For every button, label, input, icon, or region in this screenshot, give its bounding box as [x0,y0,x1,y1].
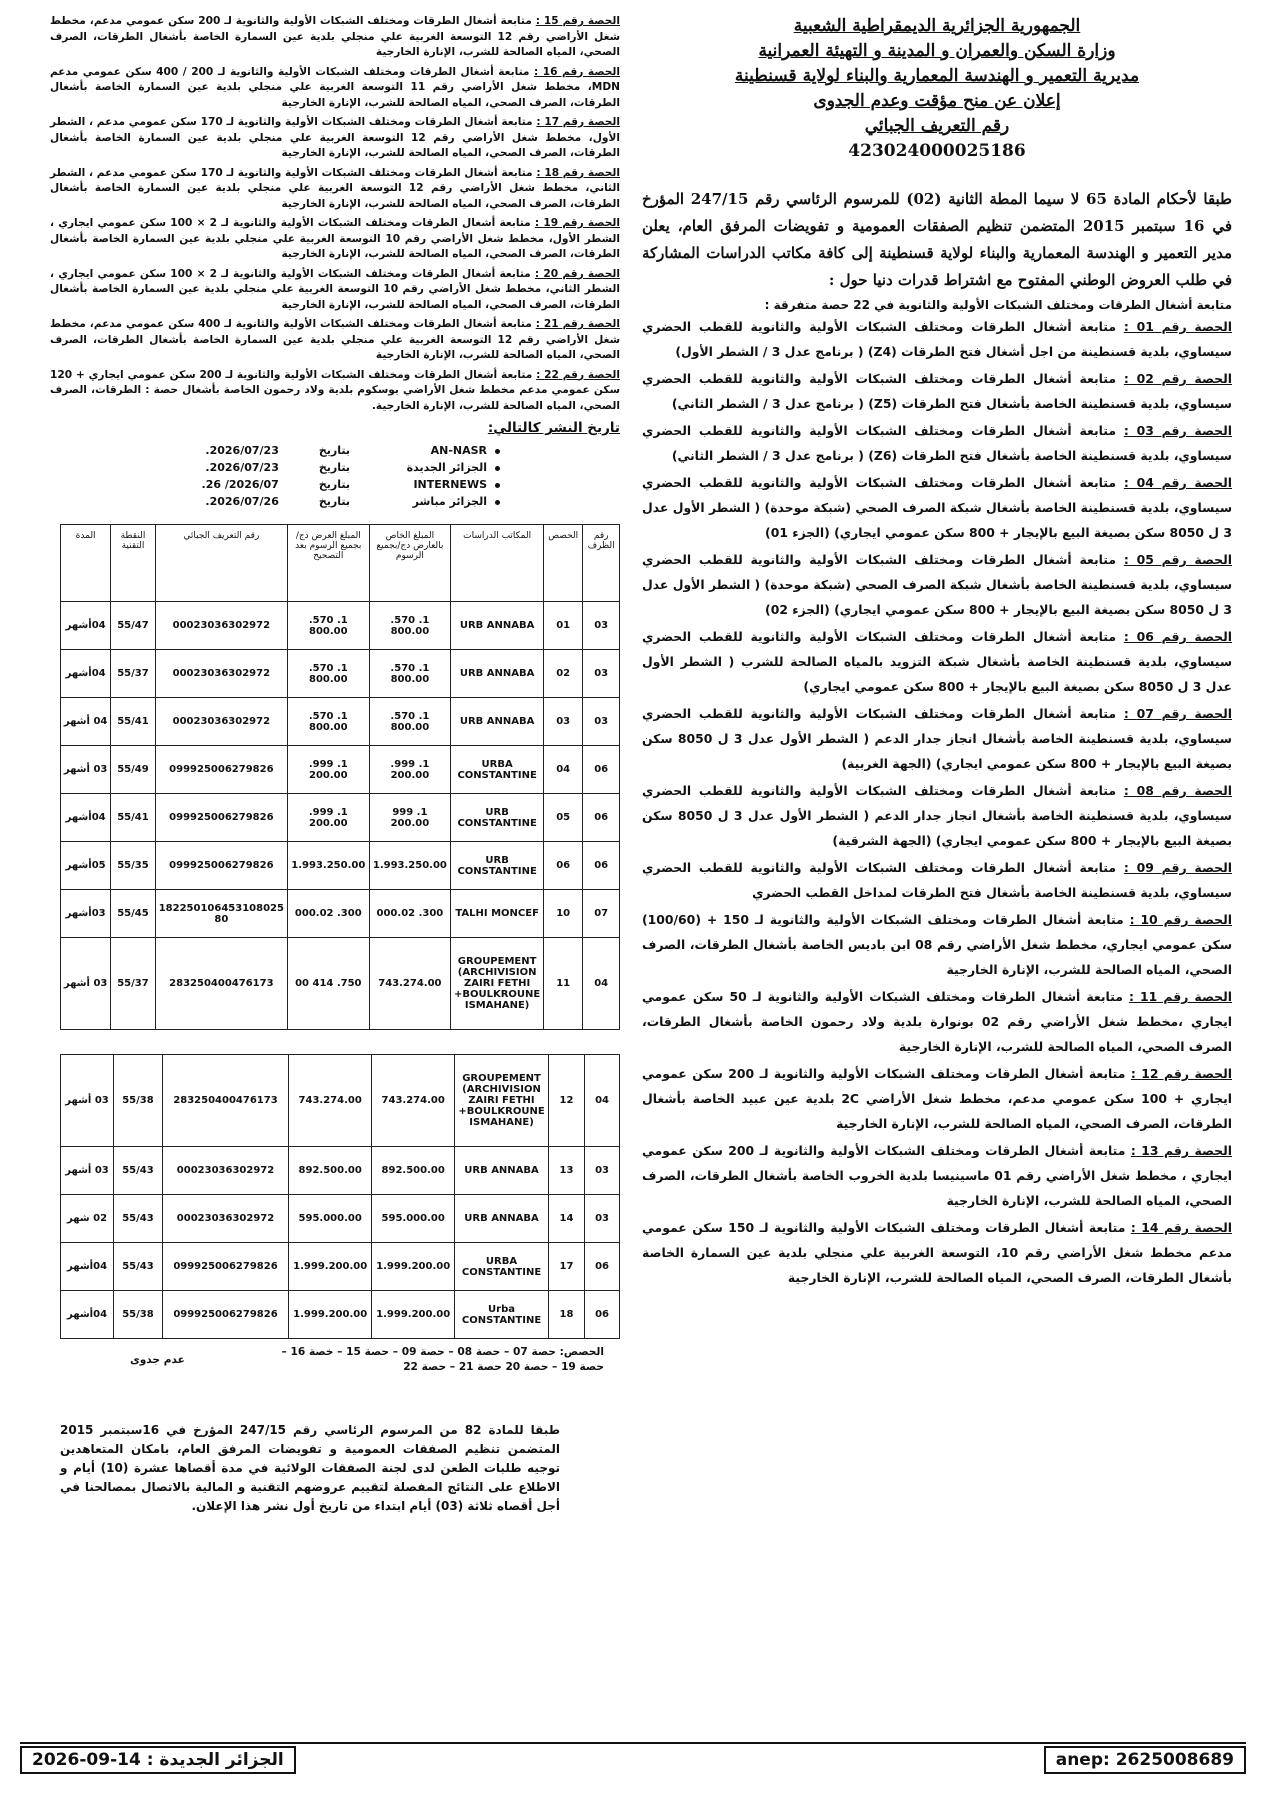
results-table-1 [60,524,620,1030]
footer-anep: anep: 2625008689 [1044,1746,1246,1774]
table-cell: 55/37 [111,938,155,1030]
table-cell: 03 [585,1195,620,1243]
table-cell: 1.999.200.00 [372,1291,455,1339]
appeal-paragraph: طبقا للمادة 82 من المرسوم الرئاسي رقم 247/15 المؤرخ في 16سبتمبر 2015 المتضمن تنظيم الصفقات العمومية و تفويضات المرفق العام، بامكان المتعاهدين توجيه طلبات الطعن لدى لجنة الصفقات الولائية في مدة أقصاها عشرة (10) أيام و الاطلاع على النتائج المفصلة لتقييم عروضهم التقنية و المالية بالاتصال بمصالحنا في أجل أقصاه ثلاثة (03) أيام ابتداء من تاريخ أول نشر هذا الإعلان. [60,1423,561,1513]
table-cell: 05 [544,794,583,842]
lot-item [642,366,1232,416]
table-cell: 55/37 [111,650,155,698]
table-cell: 55/47 [111,602,155,650]
publication-date: 2026/07/ 26. [201,478,279,491]
lot-label: الحصة رقم 18 : [536,166,620,179]
lot-text: متابعة أشغال الطرقات ومختلف الشبكات الأولية والثانوية للقطب الحضري سيساوي، بلدية قسنطينة الخاصة بأشغال انجاز جدار الدعم ( الشطر الأول عدل 3 ل 8050 سكن بصيغة البيع بالإيجار + 800 سكن عمومي ايجاري) (الجهة الشرقية) [642,783,1232,848]
table-cell: 1. 570. 800.00 [369,650,451,698]
table-cell: 04أشهر [61,1291,114,1339]
table-cell: 00023036302972 [155,698,287,746]
table-cell: 03 [544,698,583,746]
table-cell: 1. 570. 800.00 [288,698,370,746]
lot-text: متابعة أشغال الطرقات ومختلف الشبكات الأولية والثانوية للقطب الحضري سيساوي، بلدية قسنطينة الخاصة بأشغال فتح الطرقات (Z5) ( برنامج عدل 3 / الشطر الثاني) [642,371,1232,411]
table-cell: 743.274.00 [289,1055,372,1147]
lot-label: الحصة رقم 05 : [1123,552,1232,567]
left-column [20,14,620,1516]
column-header: المدة [61,525,111,602]
lot-text: متابعة أشغال الطرقات ومختلف الشبكات الأولية والثانوية لـ 50 سكن عمومي ايجاري ،مخطط شغل الأراضي رقم 02 بونوارة بلدية ولاد رحمون الخاصة بأشغال الطرقات، الصرف الصحي، المياه الصالحة للشرب، الإنارة الخارجية [642,989,1232,1054]
table-cell: 03 أشهر [61,1147,114,1195]
publication-row [20,444,500,457]
table-cell: 1. 570. 800.00 [369,698,451,746]
publication-row [20,478,500,491]
date-word: بتاريخ [318,495,350,508]
lot-label: الحصة رقم 10 : [1129,912,1232,927]
table-cell: 04أشهر [61,650,111,698]
table-cell: 04 [585,1055,620,1147]
table-cell: 03 [583,698,620,746]
lot-label: الحصة رقم 07 : [1123,706,1232,721]
lot-item [642,1061,1232,1136]
column-header: المكاتب الدراسات [451,525,544,602]
lot-label: الحصة رقم 19 : [534,217,620,229]
lot-item [50,14,620,61]
table-cell: 05أشهر [61,842,111,890]
table-cell: URB CONSTANTINE [451,794,544,842]
lot-text: متابعة أشغال الطرقات ومختلف الشبكات الأولية والثانوية للقطب الحضري سيساوي، بلدية قسنطينة الخاصة بأشغال فتح الطرقات لمداخل القطب الحضري [642,860,1232,900]
table-cell: 892.500.00 [372,1147,455,1195]
results-table-2 [60,1054,620,1339]
table-row [61,938,620,1030]
lot-item [50,166,620,213]
table-cell: 55/41 [111,698,155,746]
table-cell: 17 [548,1243,584,1291]
table-cell: 03 أشهر [61,938,111,1030]
table-cell: 03 أشهر [61,746,111,794]
date-word: بتاريخ [318,461,350,474]
table-cell: 06 [583,794,620,842]
table-cell: 1. 999. 200.00 [288,746,370,794]
table-cell: 11 [544,938,583,1030]
bullet-icon [495,466,500,471]
table-cell: 182250106453108025 80 [155,890,287,938]
lot-label: الحصة رقم 12 : [1130,1066,1233,1081]
notice-header [642,14,1232,164]
header-line-3: مديرية التعمير و الهندسة المعمارية والبناء لولاية قسنطينة [734,66,1140,86]
publication-row [20,495,500,508]
table-cell: 1.999.200.00 [289,1243,372,1291]
table-cell: 099925006279826 [162,1291,288,1339]
table-cell: URB ANNABA [455,1195,549,1243]
lot-label: الحصة رقم 11 : [1129,989,1232,1004]
lot-item [50,115,620,162]
table-cell: 03أشهر [61,890,111,938]
footer-paper-date: الجزائر الجديدة : 14-09-2026 [20,1746,296,1774]
table-row [61,1291,620,1339]
table-cell: URBA CONSTANTINE [455,1243,549,1291]
lots-subtitle: متابعة أشغال الطرقات ومختلف الشبكات الأولية والثانوية في 22 حصة متفرقة : [764,298,1232,312]
table-cell: 743.274.00 [369,938,451,1030]
lot-label: الحصة رقم 16 : [534,65,620,78]
lot-text: متابعة أشغال الطرقات ومختلف الشبكات الأولية والثانوية لـ 170 سكن عمومي مدعم ، الشطر الأول، مخطط شغل الأراضي رقم 12 التوسعة الغربية علي منجلي بلدية عين السمارة الخاصة بأشغال الطرقات، الصرف الصحي، المياه الصالحة للشرب، الإنارة الخارجية [50,116,620,159]
newspaper-name: الجزائر الجديدة [390,461,500,474]
table-cell: 04أشهر [61,794,111,842]
right-lots-list [642,314,1232,1290]
table-cell: URB ANNABA [455,1147,549,1195]
column-header: رقم الظرف [583,525,620,602]
table-cell: 1.993.250.00 [369,842,451,890]
lot-label: الحصة رقم 02 : [1123,371,1232,386]
table-cell: 06 [583,842,620,890]
table-cell: 06 [583,746,620,794]
lot-item [50,368,620,415]
lot-text: متابعة أشغال الطرقات ومختلف الشبكات الأولية والثانوية لـ 200 سكن عمومي ايجاري + 120 سكن عمومي مدعم مخطط شغل الأراضي بوسكوم بلدية ولاد رحمون الخاصة بأشغال حصة : الطرقات، الصرف الصحي، المياه الصالحة للشرب، الإنارة الخارجية. [50,368,620,412]
date-word: بتاريخ [318,444,350,457]
lot-item [50,65,620,112]
lot-item [50,216,620,263]
lot-label: الحصة رقم 01 : [1123,319,1232,334]
lot-label: الحصة رقم 22 : [536,368,621,381]
lot-text: متابعة أشغال الطرقات ومختلف الشبكات الأولية والثانوية لـ 2 × 100 سكن عمومي ايجاري ، الشطر الثاني، مخطط شغل الأراضي رقم 10 التوسعة الغربية علي منجلي بلدية عين السمارة الخاصة بأشغال الطرقات، الصرف الصحي، المياه الصالحة للشرب، الإنارة الخارجية [50,267,621,311]
tax-id: 423024000025186 [848,141,1026,161]
lot-item [642,984,1232,1059]
table-cell: 55/43 [114,1195,163,1243]
table-cell: 18 [548,1291,584,1339]
table-row [61,842,620,890]
table-cell: URB ANNABA [451,698,544,746]
table-cell: 099925006279826 [155,842,287,890]
table-row [61,1195,620,1243]
publication-title: تاريخ النشر كالتالي: [487,420,620,436]
lot-label: الحصة رقم 08 : [1123,783,1232,798]
lot-text: متابعة أشغال الطرقات ومختلف الشبكات الأولية والثانوية لـ 2 × 100 سكن عمومي ايجاري ، الشطر الأول، مخطط شغل الأراضي رقم 10 التوسعة الغربية علي منجلي بلدية عين السمارة الخاصة بأشغال الطرقات، الصرف الصحي، المياه الصالحة للشرب، الإنارة الخارجية [50,217,620,260]
table-cell: 03 أشهر [61,1055,114,1147]
bullet-icon [495,500,500,505]
table-cell: 13 [548,1147,584,1195]
table-cell: 04 أشهر [61,698,111,746]
lot-label: الحصة رقم 15 : [535,15,620,27]
lot-text: متابعة أشغال الطرقات ومختلف الشبكات الأولية والثانوية للقطب الحضري سيساوي، بلدية قسنطينة الخاصة بأشغال شبكة التزويد بالمياه الصالحة للشرب ( الشطر الأول عدل 3 ل 8050 سكن بصيغة البيع بالإيجار + 800 سكن عمومي ايجاري) [642,629,1232,694]
table-cell: 1. 999 200.00 [369,794,451,842]
table-cell: Urba CONSTANTINE [455,1291,549,1339]
table-cell: 750. 414 00 [288,938,370,1030]
lot-item [642,778,1232,853]
table-cell: 1. 570. 800.00 [369,602,451,650]
table-cell: 743.274.00 [372,1055,455,1147]
footer-bar [20,1742,1246,1778]
column-header: الحصص [544,525,583,602]
column-header: المبلغ العرض دج/بجميع الرسوم بعد التصحيح [288,525,370,602]
lot-item [642,470,1232,545]
table-cell: 00023036302972 [162,1195,288,1243]
lot-text: متابعة أشغال الطرقات ومختلف الشبكات الأولية والثانوية للقطب الحضري سيساوي، بلدية قسنطينة الخاصة بأشغال شبكة الصرف الصحي (شبكة موحدة) ( الشطر الأول عدل 3 ل 8050 سكن بصيغة البيع بالإيجار + 800 سكن عمومي ايجاري) (الجزء 01) [642,475,1232,540]
table-cell: 55/49 [111,746,155,794]
table-cell: 06 [585,1243,620,1291]
lot-text: متابعة أشغال الطرقات ومختلف الشبكات الأولية والثانوية للقطب الحضري سيساوي، بلدية قسنطينة الخاصة بأشغال فتح الطرقات (Z6) ( برنامج عدل 3 / الشطر الثاني) [642,423,1232,463]
publication-row [20,461,500,474]
table-cell: TALHI MONCEF [451,890,544,938]
column-header: النقطة التقنية [111,525,155,602]
lot-text: متابعة أشغال الطرقات ومختلف الشبكات الأولية والثانوية لـ 200 سكن عمومي ايجاري + 100 سكن عمومي مدعم، مخطط شغل الأراضي 2C بلدية عين عبيد الخاصة بأشغال الطرقات، الصرف الصحي، المياه الصالحة للشرب، الإنارة الخارجية [642,1066,1232,1131]
lot-item [642,624,1232,699]
right-column [642,14,1232,1724]
table-row [61,1147,620,1195]
publication-date: 2026/07/23. [205,461,279,474]
table-cell: GROUPEMENT (ARCHIVISION ZAIRI FETHI +BOULKROUNE ISMAHANE) [455,1055,549,1147]
table-row [61,1055,620,1147]
table-cell: 04أشهر [61,602,111,650]
table-cell: 1. 570. 800.00 [288,602,370,650]
table-cell: 07 [583,890,620,938]
header-line-4: إعلان عن منح مؤقت وعدم الجدوى [813,91,1061,111]
table-cell: 099925006279826 [162,1243,288,1291]
table-cell: 12 [548,1055,584,1147]
table-cell: 55/35 [111,842,155,890]
unsuccessful-summary [20,1345,604,1375]
lot-text: متابعة أشغال الطرقات ومختلف الشبكات الأولية والثانوية لـ 150 سكن عمومي مدعم مخطط شغل الأراضي رقم 10، التوسعة الغربية علي منجلي بلدية عين السمارة الخاصة بأشغال الطرقات، الصرف الصحي، المياه الصالحة للشرب، الإنارة الخارجية [642,1220,1232,1285]
table-cell: 06 [544,842,583,890]
table-cell: 1. 999. 200.00 [369,746,451,794]
lot-item [50,267,620,314]
lot-label: الحصة رقم 03 : [1123,423,1232,438]
bullet-icon [495,483,500,488]
table-cell: 06 [585,1291,620,1339]
table-cell: 10 [544,890,583,938]
table-row [61,890,620,938]
lot-item [642,547,1232,622]
lot-item [642,418,1232,468]
table-row [61,1243,620,1291]
newspaper-name: الجزائر مباشر [390,495,500,508]
table-cell: 099925006279826 [155,794,287,842]
lot-text: متابعة أشغال الطرقات ومختلف الشبكات الأولية والثانوية للقطب الحضري سيساوي، بلدية قسنطينة الخاصة بأشغال شبكة الصرف الصحي (شبكة موحدة) ( الشطر الأول عدل 3 ل 8050 سكن بصيغة البيع بالإيجار + 800 سكن عمومي ايجاري) (الجزء 02) [642,552,1232,617]
table-cell: 595.000.00 [372,1195,455,1243]
table-cell: 01 [544,602,583,650]
table-cell: 00023036302972 [162,1147,288,1195]
table-cell: 03 [583,650,620,698]
table-cell: 283250400476173 [162,1055,288,1147]
table-cell: 300. 000.02 [369,890,451,938]
unsuccessful-status: عدم جدوى [130,1354,185,1366]
table-cell: 1. 999. 200.00 [288,794,370,842]
table-cell: 02 شهر [61,1195,114,1243]
lot-label: الحصة رقم 13 : [1130,1143,1233,1158]
table-cell: 099925006279826 [155,746,287,794]
table-cell: 1.999.200.00 [289,1291,372,1339]
newspaper-name: AN-NASR [390,444,500,457]
lot-text: متابعة أشغال الطرقات ومختلف الشبكات الأولية والثانوية لـ 170 سكن عمومي مدعم ، الشطر الثاني، مخطط شغل الأراضي رقم 12 التوسعة الغربية علي منجلي بلدية عين السمارة الخاصة بأشغال الطرقات، الصرف الصحي، المياه الصالحة للشرب، الإنارة الخارجية [50,166,620,210]
table-cell: GROUPEMENT (ARCHIVISION ZAIRI FETHI +BOULKROUNE ISMAHANE) [451,938,544,1030]
unsuccessful-lots: الحصص: حصة 07 – حصة 08 – حصة 09 – حصة 15 – خصة 16 – حصة 19 – حصة 20 حصة 21 – حصة 22 [281,1346,604,1373]
table-cell: 00023036302972 [155,602,287,650]
table-cell: 1.999.200.00 [372,1243,455,1291]
header-line-5: رقم التعريف الجبائي [864,116,1010,136]
notice-page [20,14,1246,1778]
table-cell: 04أشهر [61,1243,114,1291]
lot-text: متابعة أشغال الطرقات ومختلف الشبكات الأولية والثانوية لـ 200 / 400 سكن عمومي مدعم MDN، مخطط شغل الأراضي رقم 11 التوسعة الغربية علي منجلي بلدية عين السمارة الخاصة بأشغال الطرقات، الصرف الصحي، المياه الصالحة للشرب، الإنارة الخارجية [50,65,620,109]
table-cell: 1. 570. 800.00 [288,650,370,698]
table-cell: 1.993.250.00 [288,842,370,890]
bullet-icon [495,449,500,454]
table-cell: URBA CONSTANTINE [451,746,544,794]
lot-text: متابعة أشغال الطرقات ومختلف الشبكات الأولية والثانوية لـ 400 سكن عمومي مدعم، مخطط شغل الأراضي رقم 12 التوسعة الغربية علي منجلي بلدية عين السمارة الخاصة بأشغال الطرقات، الصرف الصحي، المياه الصالحة للشرب، الإنارة الخارجية [50,318,621,361]
table-cell: 03 [585,1147,620,1195]
lot-item [642,314,1232,364]
table-cell: 283250400476173 [155,938,287,1030]
table-cell: 55/43 [114,1243,163,1291]
lot-label: الحصة رقم 14 : [1130,1220,1233,1235]
lot-text: متابعة أشغال الطرقات ومختلف الشبكات الأولية والثانوية للقطب الحضري سيساوي، بلدية قسنطينة الخاصة بأشغال انجاز جدار الدعم ( الشطر الأول عدل 3 ل 8050 سكن بصيغة البيع بالإيجار + 800 سكن عمومي ايجاري) (الجهة الغربية) [642,706,1232,771]
publication-date: 2026/07/23. [205,444,279,457]
table-row [61,698,620,746]
table-cell: 55/41 [111,794,155,842]
lot-item [642,855,1232,905]
table-cell: 14 [548,1195,584,1243]
table-cell: 55/43 [114,1147,163,1195]
table-row [61,650,620,698]
lot-item [642,1138,1232,1213]
lot-item [642,701,1232,776]
lot-item [50,317,620,364]
newspaper-name: INTERNEWS [390,478,500,491]
header-line-2: وزارة السكن والعمران و المدينة و التهيئة العمرانية [758,41,1116,61]
table-cell: 55/45 [111,890,155,938]
date-word: بتاريخ [318,478,350,491]
publication-list [20,444,620,508]
lot-label: الحصة رقم 09 : [1123,860,1232,875]
lot-text: متابعة أشغال الطرقات ومختلف الشبكات الأولية والثانوية لـ 150 + (100/60) سكن عمومي ايجاري، مخطط شغل الأراضي رقم 08 ابن باديس الخاصة بأشغال الطرقات، الصرف الصحي، المياه الصالحة للشرب، الإنارة الخارجية [642,912,1233,977]
table-cell: 55/38 [114,1291,163,1339]
left-lots-list [20,14,620,414]
header-line-1: الجمهورية الجزائرية الديمقراطية الشعبية [793,16,1081,36]
table-row [61,746,620,794]
lot-label: الحصة رقم 17 : [536,116,620,128]
table-cell: 02 [544,650,583,698]
column-header: المبلغ الخاص بالعارض دج/بجميع الرسوم [369,525,451,602]
table-cell: 892.500.00 [289,1147,372,1195]
column-header: رقم التعريف الجبائي [155,525,287,602]
table-cell: URB CONSTANTINE [451,842,544,890]
table-cell: 300. 000.02 [288,890,370,938]
lot-text: متابعة أشغال الطرقات ومختلف الشبكات الأولية والثانوية لـ 200 سكن عمومي ايجاري ، مخطط شغل الأراضي رقم 01 ماسينيسا بلدية الخروب الخاصة بأشغال الطرقات، الصرف الصحي، المياه الصالحة للشرب، الإنارة الخارجية [642,1143,1232,1208]
publication-date: 2026/07/26. [205,495,279,508]
lot-label: الحصة رقم 20 : [534,267,620,280]
table-cell: 595.000.00 [289,1195,372,1243]
table-row [61,794,620,842]
intro-paragraph: طبقا لأحكام المادة 65 لا سيما المطة الثانية (02) للمرسوم الرئاسي رقم 247/15 المؤرخ في 16 سبتمبر 2015 المتضمن تنظيم الصفقات العمومية و تفويضات المرفق العام، يعلن مدير التعمير و الهندسة المعمارية والبناء لولاية قسنطينة إلى كافة مكاتب الدراسات المشاركة في طلب العروض الوطني المفتوح مع اشتراط قدرات دنيا حول : [642,190,1233,289]
lot-item [642,1215,1232,1290]
lot-text: متابعة أشغال الطرقات ومختلف الشبكات الأولية والثانوية للقطب الحضري سيساوي، بلدية قسنطينة من اجل أشغال فتح الطرقات (Z4) ( برنامج عدل 3 / الشطر الأول) [642,319,1232,359]
table-header-row [61,525,620,602]
table-cell: 04 [583,938,620,1030]
lot-item [642,907,1232,982]
table-cell: 03 [583,602,620,650]
lot-text: متابعة أشغال الطرقات ومختلف الشبكات الأولية والثانوية لـ 200 سكن عمومي مدعم، مخطط شغل الأراضي رقم 12 التوسعة الغربية علي منجلي بلدية عين السمارة الخاصة بأشغال الطرقات، الصرف الصحي، المياه الصالحة للشرب، الإنارة الخارجية [50,15,621,58]
table-row [61,602,620,650]
table-cell: 00023036302972 [155,650,287,698]
table-cell: URB ANNABA [451,650,544,698]
table-cell: 04 [544,746,583,794]
lot-label: الحصة رقم 04 : [1123,475,1232,490]
table-cell: 55/38 [114,1055,163,1147]
lot-label: الحصة رقم 06 : [1123,629,1232,644]
lot-label: الحصة رقم 21 : [535,318,620,330]
table-cell: URB ANNABA [451,602,544,650]
